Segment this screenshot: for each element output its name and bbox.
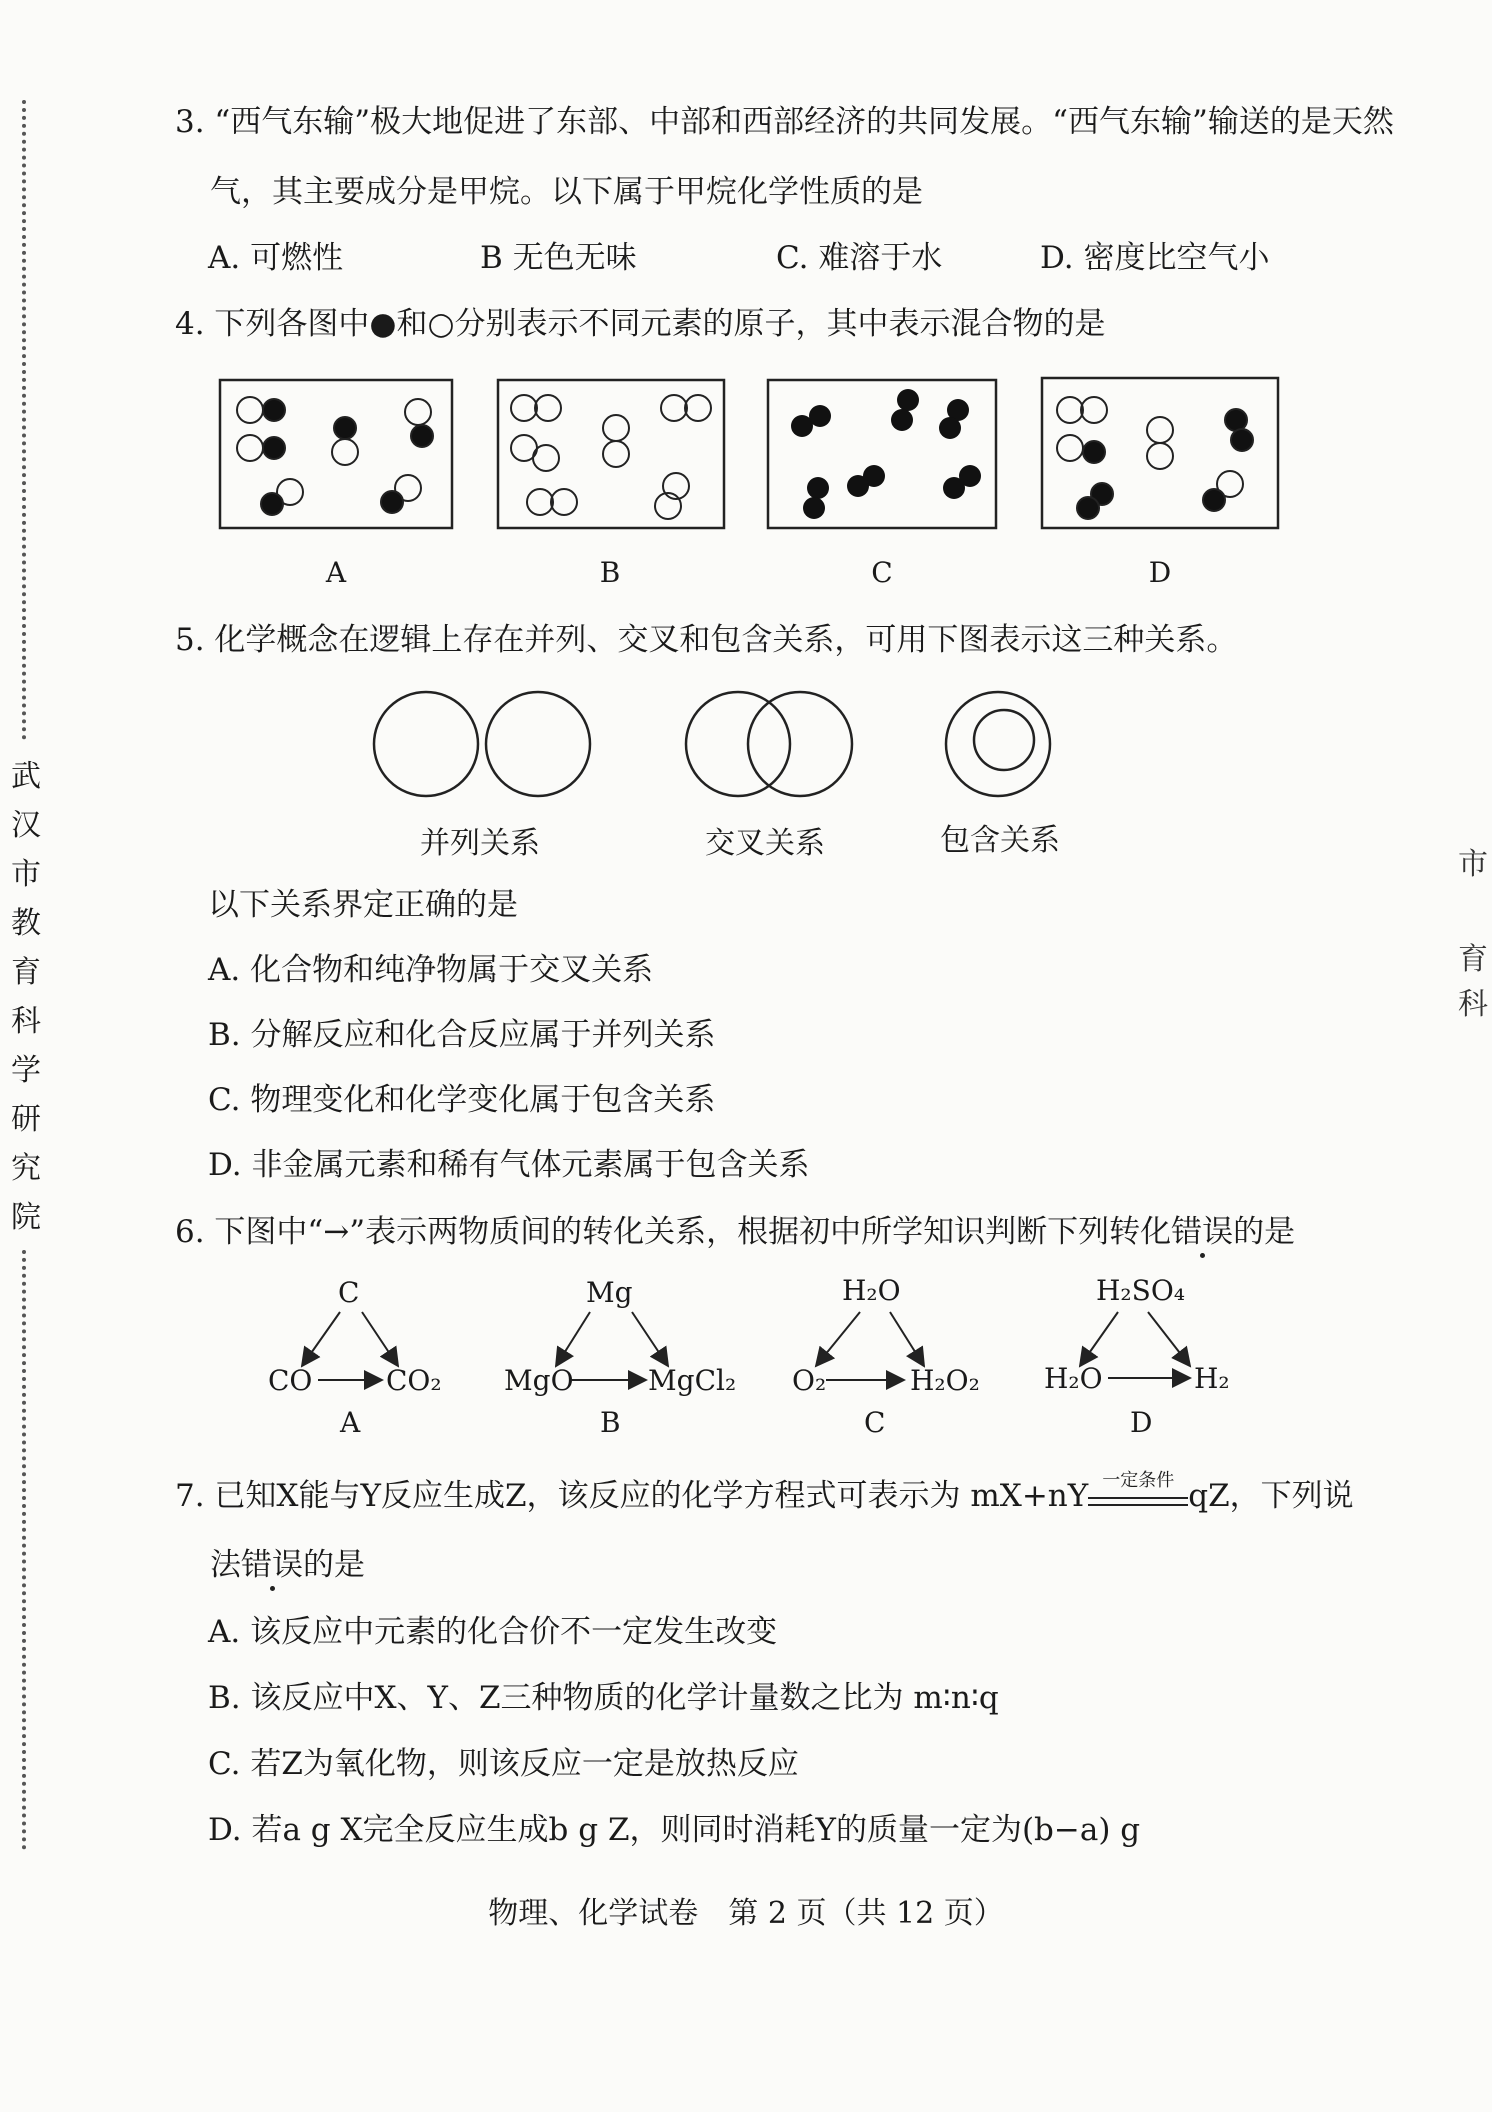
q3-line1: 3. “西气东输”极大地促进了东部、中部和西部经济的共同发展。“西气东输”输送的是天然 bbox=[175, 104, 1394, 140]
q6-a-left: CO bbox=[268, 1364, 313, 1397]
q5-option-c: C. 物理变化和化学变化属于包含关系 bbox=[208, 1082, 716, 1118]
q7-line1-a: 7. 已知X能与Y反应生成Z，该反应的化学方程式可表示为 mX+nY bbox=[175, 1478, 1089, 1514]
arrow-a-right bbox=[362, 1312, 398, 1366]
margin-char: 学 bbox=[11, 1053, 41, 1088]
q7-option-d: D. 若a g X完全反应生成b g Z，则同时消耗Y的质量一定为(b−a) g bbox=[208, 1812, 1141, 1848]
q4-label-a: A bbox=[325, 556, 347, 589]
relation-label-contain: 包含关系 bbox=[940, 823, 1060, 858]
q5-line1: 5. 化学概念在逻辑上存在并列、交叉和包含关系，可用下图表示这三种关系。 bbox=[175, 622, 1238, 658]
q4-molecule-diagrams bbox=[0, 0, 1492, 600]
q3-option-c: C. 难溶于水 bbox=[776, 240, 943, 276]
q3-option-a: A. 可燃性 bbox=[208, 240, 344, 276]
margin-char: 究 bbox=[11, 1151, 41, 1186]
q7-option-c: C. 若Z为氧化物，则该反应一定是放热反应 bbox=[208, 1746, 799, 1782]
q6-d-left: H₂O bbox=[1044, 1362, 1103, 1395]
q7-condition-text: 一定条件 bbox=[1102, 1470, 1175, 1491]
relation-label-parallel: 并列关系 bbox=[420, 826, 540, 861]
parallel-relation-circles bbox=[374, 692, 590, 796]
box-a-molecules bbox=[237, 397, 433, 515]
arrow-b-left bbox=[556, 1312, 590, 1366]
q5-option-a: A. 化合物和纯净物属于交叉关系 bbox=[208, 952, 654, 988]
q5-relation-diagrams bbox=[0, 680, 1492, 810]
q7-line1 bbox=[175, 1470, 1354, 1516]
q6-a-right: CO₂ bbox=[386, 1364, 442, 1397]
margin-char: 市 bbox=[1458, 847, 1488, 882]
arrow-c-left bbox=[816, 1312, 860, 1366]
margin-char: 教 bbox=[11, 906, 41, 941]
q6-line1-a: 6. 下图中“→”表示两物质间的转化关系，根据初中所学知识判断下列转化 bbox=[175, 1214, 1172, 1250]
q6-b-right: MgCl₂ bbox=[648, 1364, 737, 1397]
q5-option-d: D. 非金属元素和稀有气体元素属于包含关系 bbox=[208, 1147, 810, 1183]
box-b-molecules bbox=[511, 395, 711, 519]
q7-line1-b: qZ，下列说 bbox=[1188, 1478, 1354, 1514]
page-footer: 物理、化学试卷 第 2 页（共 12 页） bbox=[488, 1896, 1004, 1931]
q6-d-right: H₂ bbox=[1194, 1362, 1230, 1395]
contain-relation-circles bbox=[946, 692, 1050, 796]
q6-line1 bbox=[175, 1212, 1295, 1252]
margin-char: 科 bbox=[1458, 987, 1488, 1022]
margin-char: 汉 bbox=[11, 808, 41, 843]
q6-c-top: H₂O bbox=[842, 1274, 901, 1307]
q6-a-label: A bbox=[340, 1406, 361, 1439]
intersect-relation-circles bbox=[686, 692, 852, 796]
q7-option-b: B. 该反应中X、Y、Z三种物质的化学计量数之比为 m∶n∶q bbox=[208, 1680, 999, 1716]
q4-line1: 4. 下列各图中●和○分别表示不同元素的原子，其中表示混合物的是 bbox=[175, 306, 1106, 342]
q7-line2-c: 的是 bbox=[303, 1547, 365, 1583]
arrow-c-right bbox=[890, 1312, 924, 1366]
relation-label-intersect: 交叉关系 bbox=[705, 826, 825, 861]
box-a bbox=[220, 380, 452, 528]
q3-option-d: D. 密度比空气小 bbox=[1040, 240, 1270, 276]
margin-char: 研 bbox=[11, 1102, 41, 1137]
margin-char: 科 bbox=[11, 1004, 41, 1039]
q6-b-label: B bbox=[600, 1406, 621, 1439]
margin-char: 武 bbox=[11, 759, 41, 794]
q6-c-label: C bbox=[864, 1406, 886, 1439]
q6-d-top: H₂SO₄ bbox=[1096, 1274, 1186, 1307]
q3-option-b: B 无色无味 bbox=[480, 240, 637, 276]
arrow-a-left bbox=[302, 1312, 340, 1366]
q7-line2 bbox=[210, 1545, 365, 1585]
margin-char: 市 bbox=[11, 857, 41, 892]
box-c-molecules bbox=[791, 389, 981, 519]
q4-label-d: D bbox=[1148, 556, 1172, 589]
q6-c-left: O₂ bbox=[792, 1364, 827, 1397]
margin-char: 育 bbox=[1458, 942, 1488, 977]
q6-line1-c: 的是 bbox=[1233, 1214, 1296, 1250]
q4-label-b: B bbox=[599, 556, 621, 589]
q7-option-a: A. 该反应中元素的化合价不一定发生改变 bbox=[208, 1614, 778, 1650]
arrow-d-left bbox=[1080, 1312, 1118, 1366]
q7-line2-a: 法 bbox=[210, 1547, 241, 1583]
q4-label-c: C bbox=[871, 556, 893, 589]
q6-c-right: H₂O₂ bbox=[910, 1364, 980, 1397]
box-d-molecules bbox=[1057, 397, 1253, 519]
q7-line2-emphasis: 错误 bbox=[241, 1547, 303, 1583]
margin-char: 育 bbox=[11, 955, 41, 990]
q6-conversion-diagrams bbox=[0, 1270, 1492, 1390]
q5-prompt: 以下关系界定正确的是 bbox=[208, 887, 518, 923]
q5-option-b: B. 分解反应和化合反应属于并列关系 bbox=[208, 1017, 716, 1053]
arrow-b-right bbox=[632, 1312, 668, 1366]
q7-reaction-condition bbox=[1088, 1470, 1188, 1506]
q6-b-top: Mg bbox=[586, 1276, 633, 1309]
q6-b-left: MgO bbox=[504, 1364, 574, 1397]
arrow-d-right bbox=[1148, 1312, 1190, 1366]
box-b bbox=[498, 380, 724, 528]
margin-char: 院 bbox=[11, 1200, 41, 1235]
q6-line1-emphasis: 错误 bbox=[1171, 1214, 1234, 1250]
q6-d-label: D bbox=[1130, 1406, 1153, 1439]
q3-line2: 气，其主要成分是甲烷。以下属于甲烷化学性质的是 bbox=[210, 174, 923, 210]
q6-a-top: C bbox=[338, 1276, 360, 1309]
